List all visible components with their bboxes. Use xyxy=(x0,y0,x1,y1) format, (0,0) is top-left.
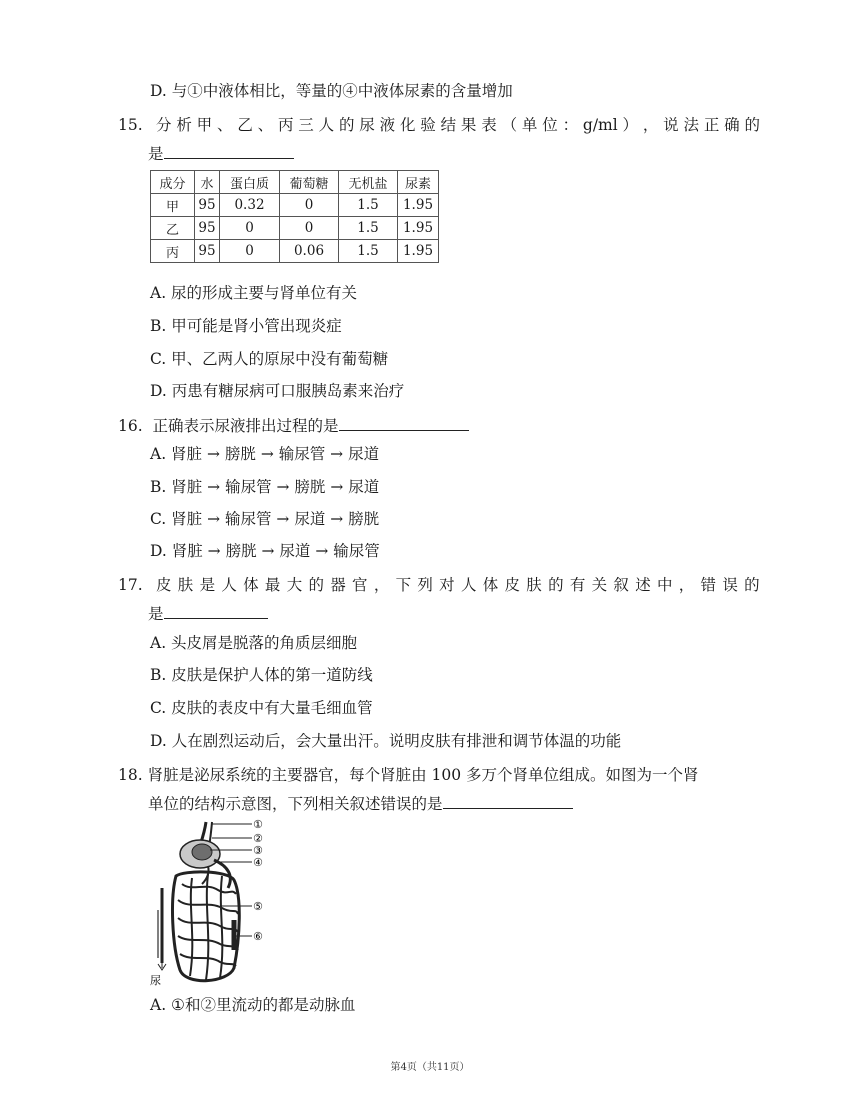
table-cell: 0 xyxy=(280,194,339,217)
q18-option-a[interactable]: A. ①和②里流动的都是动脉血 xyxy=(150,996,356,1014)
stem-char: 表 xyxy=(481,116,497,134)
q16-option-b[interactable]: B. 肾脏 → 输尿管 → 膀胱 → 尿道 xyxy=(150,478,380,496)
table-header: 成分 xyxy=(151,171,195,194)
q17-option-b[interactable]: B. 皮肤是保护人体的第一道防线 xyxy=(150,666,373,684)
q17-option-a[interactable]: A. 头皮屑是脱落的角质层细胞 xyxy=(150,634,358,652)
stem-char: 的 xyxy=(744,576,760,594)
table-row xyxy=(151,194,439,217)
stem-char: 丙 xyxy=(277,116,294,134)
table-cell: 1.95 xyxy=(398,194,439,217)
stem-char: 验 xyxy=(420,116,436,134)
table-cell: 丙 xyxy=(151,240,195,263)
stem-char: 说 xyxy=(663,116,679,134)
stem-char: g/ml xyxy=(582,116,618,134)
table-cell: 0 xyxy=(220,240,280,263)
stem-char: 尿 xyxy=(359,116,375,134)
stem-char: 人 xyxy=(318,116,335,134)
q17-answer-blank[interactable] xyxy=(164,602,268,619)
q15-option-b[interactable]: B. 甲可能是肾小管出现炎症 xyxy=(150,317,342,335)
stem-char: 体 xyxy=(482,576,499,594)
stem-char: 、 xyxy=(216,116,233,134)
table-cell: 95 xyxy=(195,194,220,217)
stem-char: ） xyxy=(622,116,639,134)
table-cell: 95 xyxy=(195,240,220,263)
label-1: ① xyxy=(253,818,263,831)
table-row xyxy=(151,217,439,240)
q17-stem-continuation: 是 xyxy=(148,602,268,625)
table-cell: 1.95 xyxy=(398,217,439,240)
stem-char: 乙 xyxy=(237,116,253,134)
stem-char: 下 xyxy=(395,576,412,594)
stem-char: 官 xyxy=(352,576,368,594)
table-header: 蛋白质 xyxy=(220,171,280,194)
label-urine: 尿 xyxy=(150,974,161,987)
table-cell: 95 xyxy=(195,217,220,240)
nephron-diagram xyxy=(148,818,273,988)
stem-char: 单 xyxy=(521,116,538,134)
q14-option-d: D. 与①中液体相比，等量的④中液体尿素的含量增加 xyxy=(150,82,513,100)
q15-option-a[interactable]: A. 尿的形成主要与肾单位有关 xyxy=(150,284,358,302)
table-header: 无机盐 xyxy=(339,171,398,194)
q18-stem-line1: 18. 肾脏是泌尿系统的主要器官，每个肾脏由 100 多万个肾单位组成。如图为一个肾 xyxy=(118,766,699,784)
stem-char: 化 xyxy=(399,116,416,134)
stem-char: 位 xyxy=(542,116,558,134)
table-cell: 1.5 xyxy=(339,194,398,217)
stem-char: 的 xyxy=(744,116,760,134)
stem-char: 人 xyxy=(460,576,477,594)
stem-char: 述 xyxy=(635,576,651,594)
stem-char: 确 xyxy=(724,116,740,134)
q17-number: 17. xyxy=(118,576,143,594)
stem-char: ： xyxy=(562,116,579,134)
table-row xyxy=(151,240,439,263)
label-2: ② xyxy=(253,832,263,845)
table-header: 葡萄糖 xyxy=(280,171,339,194)
stem-char: 、 xyxy=(257,116,274,134)
q15-stem xyxy=(156,114,760,136)
stem-char: ， xyxy=(678,576,695,594)
label-6: ⑥ xyxy=(253,930,263,943)
stem-char: 中 xyxy=(656,576,673,594)
label-4: ④ xyxy=(253,856,263,869)
stem-char: ， xyxy=(373,576,390,594)
table-cell: 乙 xyxy=(151,217,195,240)
q16-answer-blank[interactable] xyxy=(339,414,469,431)
stem-char: 皮 xyxy=(504,576,521,594)
stem-char: 的 xyxy=(548,576,564,594)
stem-char: 列 xyxy=(417,576,433,594)
stem-char: 肤 xyxy=(177,576,194,594)
stem-char: 正 xyxy=(703,116,720,134)
table-cell: 1.95 xyxy=(398,240,439,263)
stem-char: 关 xyxy=(591,576,608,594)
table-cell: 1.5 xyxy=(339,217,398,240)
stem-char: 错 xyxy=(700,576,717,594)
table-cell: 0.06 xyxy=(280,240,339,263)
q15-number: 15. xyxy=(118,116,143,134)
q15-option-d[interactable]: D. 丙患有糖尿病可口服胰岛素来治疗 xyxy=(150,382,405,400)
page-footer: 第4页（共11页） xyxy=(390,1062,470,1073)
urine-test-table xyxy=(150,170,439,263)
table-header: 尿素 xyxy=(398,171,439,194)
stem-char: 器 xyxy=(330,576,346,594)
stem-char: 最 xyxy=(264,576,281,594)
stem-char: 分 xyxy=(156,116,172,134)
table-cell: 0.32 xyxy=(220,194,280,217)
stem-char: 的 xyxy=(308,576,324,594)
q18-stem-line2: 单位的结构示意图，下列相关叙述错误的是 xyxy=(148,792,573,815)
stem-char: 甲 xyxy=(196,116,213,134)
stem-char: 大 xyxy=(286,576,303,594)
q17-stem xyxy=(156,574,760,596)
stem-char: 皮 xyxy=(156,576,172,594)
q17-option-c[interactable]: C. 皮肤的表皮中有大量毛细血管 xyxy=(150,699,373,717)
table-cell: 0 xyxy=(220,217,280,240)
q15-stem-continuation: 是 xyxy=(148,142,294,165)
stem-char: 的 xyxy=(338,116,355,134)
stem-char: 结 xyxy=(440,116,457,134)
table-header: 水 xyxy=(195,171,220,194)
stem-char: （ xyxy=(501,116,518,134)
stem-char: 误 xyxy=(722,576,738,594)
stem-char: 三 xyxy=(298,116,314,134)
stem-char: 果 xyxy=(460,116,477,134)
q17-option-d[interactable]: D. 人在剧烈运动后，会大量出汗。说明皮肤有排泄和调节体温的功能 xyxy=(150,732,622,750)
stem-char: 体 xyxy=(243,576,259,594)
q15-option-c[interactable]: C. 甲、乙两人的原尿中没有葡萄糖 xyxy=(150,350,389,368)
table-header-row xyxy=(151,171,439,194)
label-5: ⑤ xyxy=(253,900,263,913)
label-3: ③ xyxy=(253,844,263,857)
stem-char: 对 xyxy=(439,576,455,594)
q16-option-d[interactable]: D. 肾脏 → 膀胱 → 尿道 → 输尿管 xyxy=(150,542,380,560)
stem-char: 析 xyxy=(176,116,192,134)
q16-option-c[interactable]: C. 肾脏 → 输尿管 → 尿道 → 膀胱 xyxy=(150,510,380,528)
stem-char: 法 xyxy=(683,116,700,134)
q15-answer-blank[interactable] xyxy=(164,142,294,159)
stem-char: ， xyxy=(642,116,659,134)
table-cell: 甲 xyxy=(151,194,195,217)
q18-answer-blank[interactable] xyxy=(443,792,573,809)
q16-stem: 16. 正确表示尿液排出过程的是 xyxy=(118,414,469,437)
table-cell: 1.5 xyxy=(339,240,398,263)
stem-char: 是 xyxy=(199,576,216,594)
q16-option-a[interactable]: A. 肾脏 → 膀胱 → 输尿管 → 尿道 xyxy=(150,445,380,463)
stem-char: 有 xyxy=(569,576,586,594)
stem-char: 人 xyxy=(221,576,237,594)
stem-char: 液 xyxy=(379,116,396,134)
stem-char: 肤 xyxy=(526,576,542,594)
stem-char: 叙 xyxy=(613,576,629,594)
table-cell: 0 xyxy=(280,217,339,240)
